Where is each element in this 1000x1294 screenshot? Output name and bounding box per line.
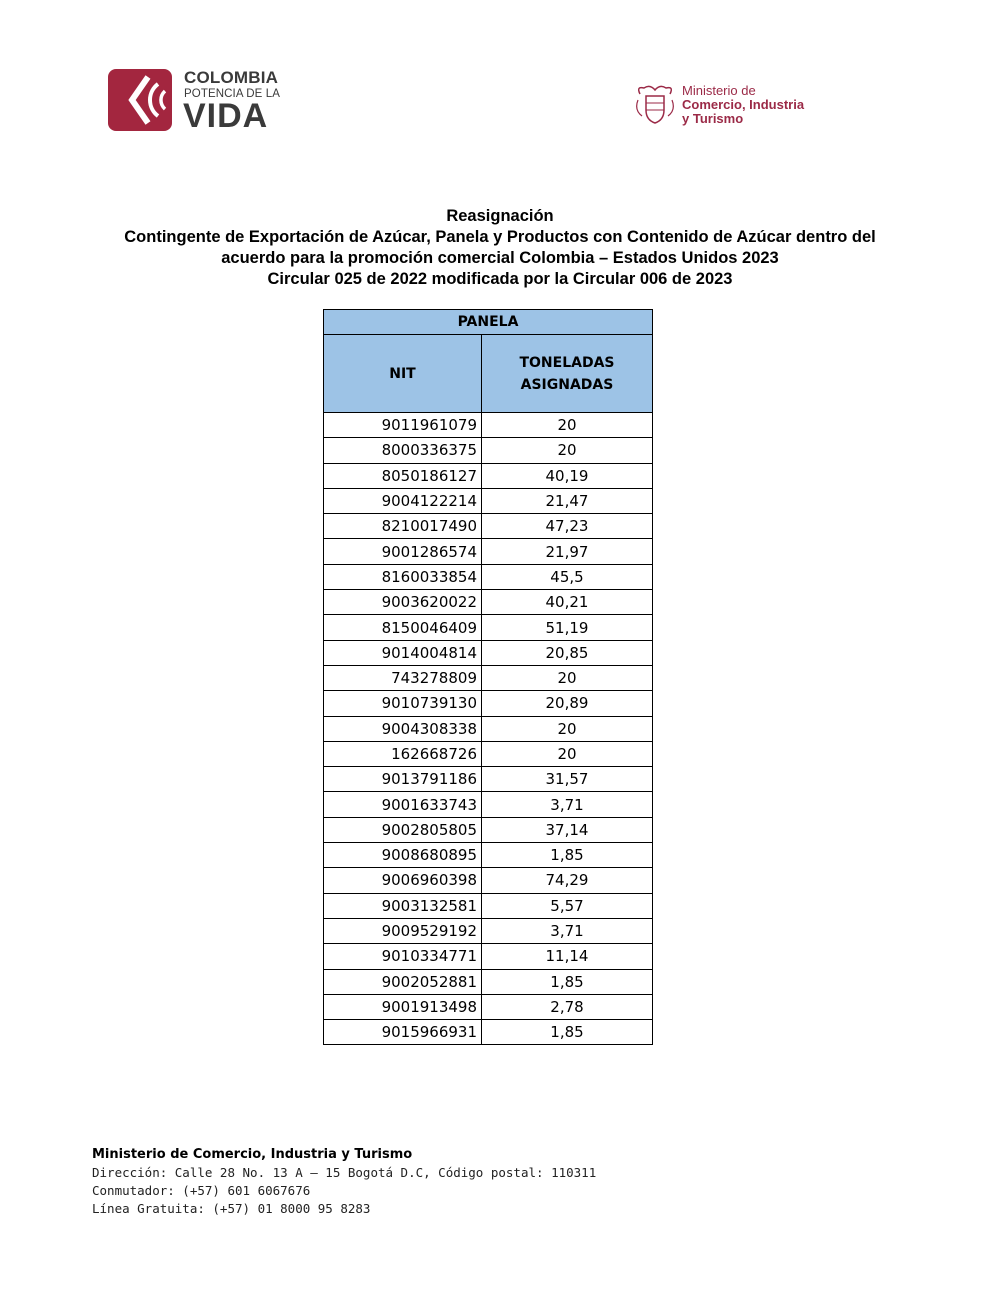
nit-cell: 162668726	[324, 741, 482, 766]
table-row	[324, 413, 653, 438]
ministerio-line2: Comercio, Industria	[682, 97, 805, 112]
nit-cell: 9002805805	[324, 817, 482, 842]
toneladas-cell: 20,85	[482, 640, 653, 665]
column-header-nit: NIT	[324, 335, 482, 413]
toneladas-cell: 45,5	[482, 564, 653, 589]
column-header-toneladas-line1: TONELADAS	[519, 354, 615, 371]
footer	[92, 1146, 596, 1218]
colombia-potencia-logo	[108, 68, 288, 134]
nit-cell: 9010739130	[324, 691, 482, 716]
table-row	[324, 564, 653, 589]
table-row	[324, 893, 653, 918]
table-row	[324, 514, 653, 539]
toneladas-cell: 3,71	[482, 918, 653, 943]
title-line-1: Reasignación	[446, 207, 554, 225]
nit-cell: 9003620022	[324, 590, 482, 615]
table-row	[324, 615, 653, 640]
nit-cell: 743278809	[324, 665, 482, 690]
toneladas-cell: 20	[482, 741, 653, 766]
nit-cell: 9004122214	[324, 488, 482, 513]
nit-cell: 9003132581	[324, 893, 482, 918]
nit-cell: 9014004814	[324, 640, 482, 665]
panela-table	[323, 309, 653, 1045]
toneladas-cell: 21,47	[482, 488, 653, 513]
title-line-2: Contingente de Exportación de Azúcar, Panela y Productos con Contenido de Azúcar dentro del	[124, 228, 876, 246]
table-row	[324, 994, 653, 1019]
toneladas-cell: 40,19	[482, 463, 653, 488]
table-row	[324, 969, 653, 994]
nit-cell: 8050186127	[324, 463, 482, 488]
table-row	[324, 918, 653, 943]
toneladas-cell: 1,85	[482, 969, 653, 994]
table-row	[324, 590, 653, 615]
toneladas-cell: 21,97	[482, 539, 653, 564]
toneladas-cell: 74,29	[482, 868, 653, 893]
table-group-header: PANELA	[324, 310, 653, 335]
toneladas-cell: 1,85	[482, 1020, 653, 1045]
nit-cell: 8210017490	[324, 514, 482, 539]
nit-cell: 9013791186	[324, 767, 482, 792]
ministerio-line1: Ministerio de	[682, 83, 756, 98]
nit-cell: 8000336375	[324, 438, 482, 463]
toneladas-cell: 20	[482, 413, 653, 438]
toneladas-cell: 2,78	[482, 994, 653, 1019]
toneladas-cell: 51,19	[482, 615, 653, 640]
footer-ministry-name: Ministerio de Comercio, Industria y Turismo	[92, 1147, 413, 1162]
nit-cell: 8160033854	[324, 564, 482, 589]
coat-of-arms-icon	[634, 82, 676, 126]
table-row	[324, 640, 653, 665]
table-row	[324, 488, 653, 513]
table-row	[324, 691, 653, 716]
footer-toll-free: Línea Gratuita: (+57) 01 8000 95 8283	[92, 1201, 371, 1216]
nit-cell: 9011961079	[324, 413, 482, 438]
document-title-block	[60, 206, 940, 290]
toneladas-cell: 40,21	[482, 590, 653, 615]
table-row	[324, 843, 653, 868]
colombia-mark-icon	[108, 69, 172, 131]
toneladas-cell: 3,71	[482, 792, 653, 817]
toneladas-cell: 20	[482, 716, 653, 741]
nit-cell: 9002052881	[324, 969, 482, 994]
toneladas-cell: 37,14	[482, 817, 653, 842]
footer-phone: Conmutador: (+57) 601 6067676	[92, 1183, 311, 1198]
toneladas-cell: 47,23	[482, 514, 653, 539]
logo-word-vida: VIDA	[183, 97, 269, 135]
table-row	[324, 741, 653, 766]
footer-address: Dirección: Calle 28 No. 13 A – 15 Bogotá D.C, Código postal: 110311	[92, 1165, 597, 1180]
toneladas-cell: 5,57	[482, 893, 653, 918]
table-row	[324, 716, 653, 741]
table-row	[324, 817, 653, 842]
table-row	[324, 1020, 653, 1045]
table-row	[324, 539, 653, 564]
table-row	[324, 944, 653, 969]
column-header-toneladas-line2: ASIGNADAS	[520, 376, 614, 393]
nit-cell: 9001633743	[324, 792, 482, 817]
nit-cell: 9001913498	[324, 994, 482, 1019]
ministerio-line3: y Turismo	[682, 111, 744, 126]
toneladas-cell: 11,14	[482, 944, 653, 969]
nit-cell: 9009529192	[324, 918, 482, 943]
table-row	[324, 438, 653, 463]
toneladas-cell: 1,85	[482, 843, 653, 868]
table-row	[324, 868, 653, 893]
nit-cell: 9010334771	[324, 944, 482, 969]
ministerio-logo	[634, 82, 824, 130]
table-row	[324, 792, 653, 817]
table-row	[324, 463, 653, 488]
nit-cell: 9004308338	[324, 716, 482, 741]
toneladas-cell: 20	[482, 665, 653, 690]
toneladas-cell: 20,89	[482, 691, 653, 716]
table-body	[324, 413, 653, 1045]
logo-word-colombia: COLOMBIA	[184, 68, 279, 87]
toneladas-cell: 31,57	[482, 767, 653, 792]
nit-cell: 9006960398	[324, 868, 482, 893]
title-line-4: Circular 025 de 2022 modificada por la Circular 006 de 2023	[267, 270, 733, 288]
table-row	[324, 767, 653, 792]
nit-cell: 9008680895	[324, 843, 482, 868]
nit-cell: 9001286574	[324, 539, 482, 564]
logo-word-potencia: POTENCIA DE LA	[184, 88, 280, 100]
nit-cell: 9015966931	[324, 1020, 482, 1045]
nit-cell: 8150046409	[324, 615, 482, 640]
title-line-3: acuerdo para la promoción comercial Colombia – Estados Unidos 2023	[221, 249, 779, 267]
table-row	[324, 665, 653, 690]
toneladas-cell: 20	[482, 438, 653, 463]
column-header-toneladas	[482, 335, 653, 413]
